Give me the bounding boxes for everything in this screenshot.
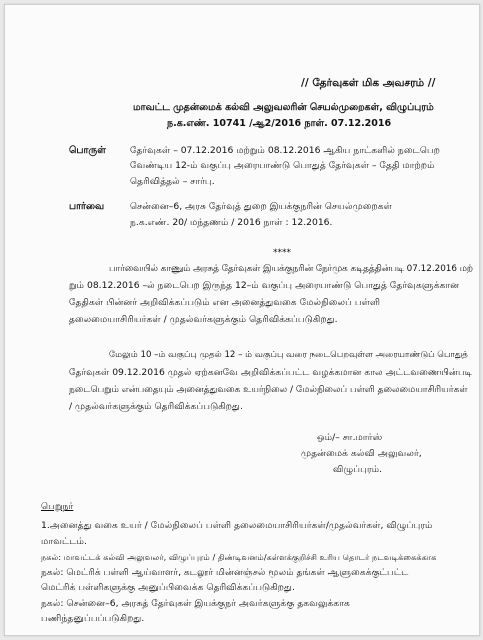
copy-line: பணிந்தனுப்பப்படுகிறது.: [41, 613, 145, 624]
copy-line: மெட்ரிக் பள்ளிகளுக்கு அனுப்பிவைக்க தெரிவிக்கப்படுகிறது.: [41, 582, 295, 593]
signature-name: ஒம்/– சா.மார்ஸ்: [317, 432, 383, 443]
signature-designation: முதன்மைக் கல்வி அலுவலர்,: [301, 448, 422, 459]
paragraph-1-line: தேதிகள் பின்னர் அறிவிக்கப்படும் என அனைத்துவகை மேல்நிலைப் பள்ளி: [69, 297, 381, 308]
office-title: மாவட்ட முதன்மைக் கல்வி அலுவலரின் செயல்முறைகள், விழுப்புரம்: [133, 102, 434, 113]
separator-stars: ****: [273, 248, 291, 258]
paragraph-2-line: தேர்வுகள் 09.12.2016 முதல் ஏற்கனவே அறிவிக்கப்பட்ட வழக்கமான கால அட்டவணையின்படி: [69, 367, 473, 378]
signature-place: விழுப்புரம்.: [333, 464, 383, 475]
reference-label: பார்வை: [69, 201, 105, 212]
recipients-label: பெறுநர்: [41, 501, 74, 512]
subject-line: தேர்வுகள் – 07.12.2016 மற்றும் 08.12.2016 ஆகிய நாட்களில் நடைபெற: [130, 145, 441, 156]
urgent-heading: // தேர்வுகள் மிக அவசரம் //: [301, 77, 436, 89]
paragraph-2-line: / முதல்வர்களுக்கும் தெரிவிக்கப்படுகிறது.: [69, 401, 243, 412]
reference-line: சென்னை–6, அரசு தேர்வுத் துறை இயக்குநரின் செயல்முறைகள்: [130, 201, 392, 212]
paragraph-1-line: றும் 08.12.2016 –ல் நடைபெற இருந்த 12–ம் வகுப்பு அரையாண்டு பொதுத் தேர்வுகளுக்கான: [69, 280, 460, 291]
reference-line: ந.க.எண். 20/ மந்தணம் / 2016 நாள் : 12.2016.: [130, 217, 333, 228]
paragraph-2-line: மேலும் 10 –ம் வகுப்பு முதல் 12 – ம் வகுப்பு வரை நடைபெறவுள்ள அரையாண்டுப் பொதுத்: [109, 350, 468, 360]
paragraph-1-line: பார்வையில் காணும் அரசுத் தேர்வுகள் இயக்குநரின் நேர்முக கடிதத்தின்படி 07.12.2016 மற்: [109, 264, 473, 274]
subject-line: தெரிவித்தல் – சார்பு.: [130, 176, 215, 187]
recipient-line: மாவட்டம்.: [41, 536, 87, 547]
copy-line: நகல்: மெட்ரிக் பள்ளி ஆய்வாளர், கடலூர் மின்னஞ்சல் மூலம் தங்கள் ஆளுகைக்குட்பட்ட: [41, 567, 409, 578]
subject-label: பொருள்: [69, 145, 106, 156]
paragraph-1-line: தலைமையாசிரியர்கள் / முதல்வர்களுக்கும் தெரிவிக்கப்படுகிறது.: [69, 314, 338, 325]
paragraph-2-line: நடைபெறும் என்பதையும் அனைத்துவகை உயர்நிலை / மேல்நிலைப் பள்ளி தலைமையாசிரியர்கள்: [69, 385, 468, 395]
subject-line: வேண்டிய 12-ம் வகுப்பு அரையாண்டு பொதுத் தேர்வுகள் – தேதி மாற்றம்: [130, 160, 435, 171]
reference-number: ந.க.எண். 10741 /ஆ2/2016 நாள். 07.12.2016: [167, 118, 392, 129]
document-page: [4, 4, 480, 636]
copy-line: நகல்: மாவட்டக் கல்வி அலுவலர், விழுப்புரம் / திண்டிவனம்/கள்ளக்குறிச்சி உரிய தொடர் நடவடிக்கைக்காக: [41, 552, 437, 562]
copy-line: நகல்: சென்னை–6, அரசுத் தேர்வுகள் இயக்குநர் அவர்களுக்கு தகவலுக்காக: [41, 598, 350, 609]
recipient-line: 1.அனைத்து வகை உயர் / மேல்நிலைப் பள்ளி தலைமையாசிரியர்கள்/முதல்வர்கள், விழுப்புரம்: [41, 520, 433, 531]
